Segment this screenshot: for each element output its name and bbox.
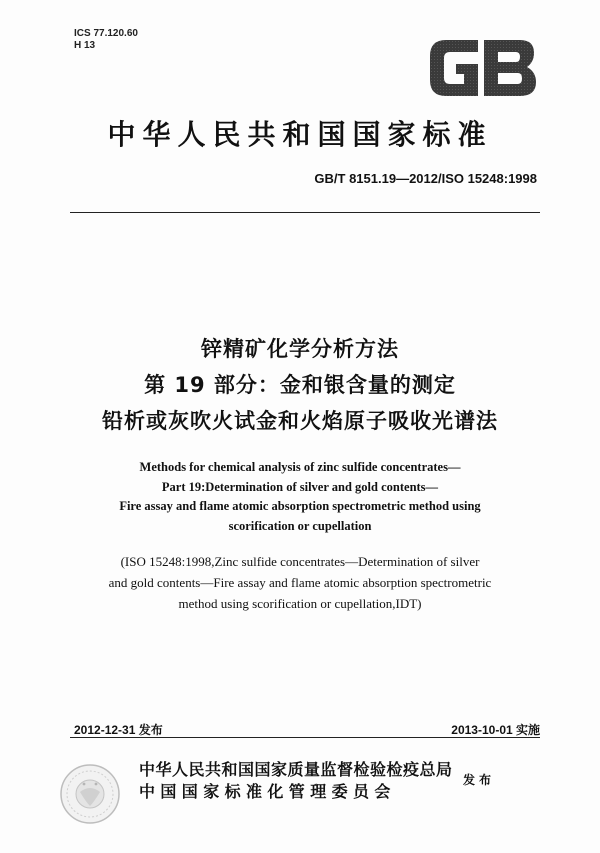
en-title-line: scorification or cupellation [228, 518, 372, 533]
iso-note-line: method using scorification or cupellation,IDT) [178, 596, 422, 611]
gb-logo-text: GB [428, 38, 430, 39]
cn-title-line-3: 铅析或灰吹火试金和火焰原子吸收光谱法 [102, 409, 498, 433]
official-seal-stamp [58, 762, 122, 826]
cn-title-line-2: 第 19 部分：金和银含量的测定 [144, 373, 456, 397]
ics-code: ICS 77.120.60 [74, 28, 138, 39]
iso-equivalence-note [0, 551, 600, 614]
standard-code: GB/T 8151.19—2012/ISO 15248:1998 [314, 171, 537, 186]
standard-category-title: 中华人民共和国国家标准 [107, 118, 493, 151]
iso-note-line: and gold contents—Fire assay and flame atomic absorption spectrometric [108, 575, 492, 590]
issuer-sac: 中国国家标准化管理委员会 [139, 782, 396, 801]
cn-title-line-1: 锌精矿化学分析方法 [201, 337, 399, 361]
ccs-code: H 13 [74, 40, 96, 51]
gb-logo [428, 38, 538, 98]
en-title-line: Part 19:Determination of silver and gold contents— [161, 479, 439, 494]
en-title [0, 458, 600, 536]
en-title-line: Methods for chemical analysis of zinc sulfide concentrates— [139, 460, 461, 474]
en-title-line: Fire assay and flame atomic absorption spectrometric method using [119, 499, 481, 513]
publish-label: 发布 [463, 773, 496, 787]
top-divider [70, 212, 540, 213]
effective-date: 2013-10-01 实施 [451, 723, 540, 737]
issuer-aqsiq: 中华人民共和国国家质量监督检验检疫总局 [139, 760, 453, 779]
issue-date: 2012-12-31 发布 [74, 723, 163, 737]
classification-codes [74, 28, 138, 52]
iso-note-line: (ISO 15248:1998,Zinc sulfide concentrates—Determination of silver [120, 554, 480, 569]
bottom-divider [70, 737, 540, 738]
